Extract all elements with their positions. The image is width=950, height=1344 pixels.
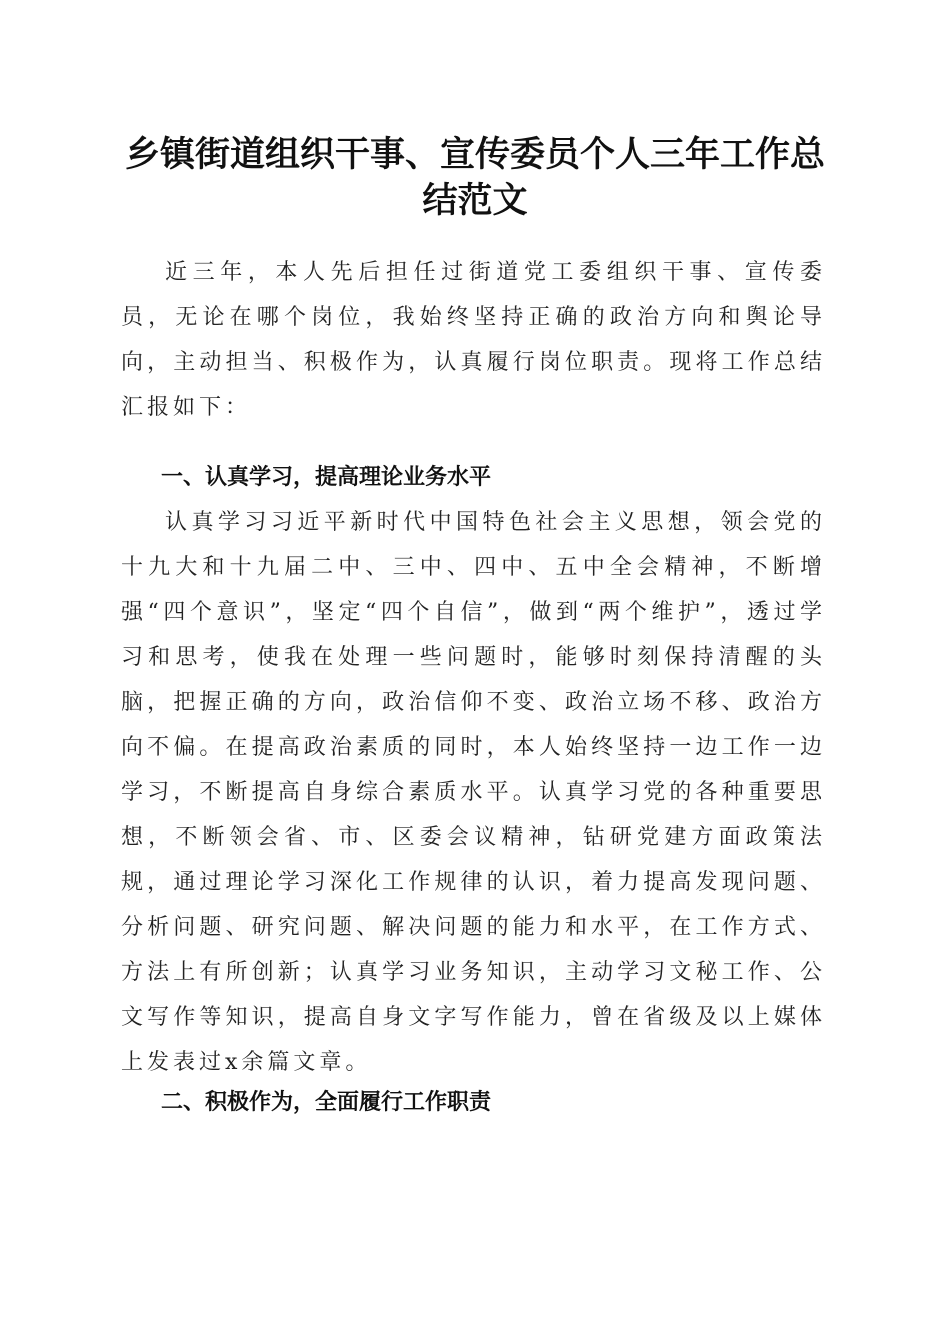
section-2-heading: 二、积极作为，全面履行工作职责	[161, 1090, 492, 1115]
intro-paragraph: 近三年，本人先后担任过街道党工委组织干事、宣传委员，无论在哪个岗位，我始终坚持正确的政治方向和舆论导向，主动担当、积极作为，认真履行岗位职责。现将工作总结汇报如下：	[121, 260, 826, 420]
section-1-heading: 一、认真学习，提高理论业务水平	[161, 465, 492, 490]
document-title: 乡镇街道组织干事、宣传委员个人三年工作总结范文	[124, 134, 825, 221]
section-1-paragraph: 认真学习习近平新时代中国特色社会主义思想，领会党的十九大和十九届二中、三中、四中、五中全会精神，不断增强“四个意识”，坚定“四个自信”，做到“两个维护”，透过学习和思考，使我在处理一些问题时，能够时刻保持清醒的头脑，把握正确的方向，政治信仰不变、政治立场不移、政治方向不偏。在提高政治素质的同时，本人始终坚持一边工作一边学习，不断提高自身综合素质水平。认真学习党的各种重要思想，不断领会省、市、区委会议精神，钻研党建方面政策法规，通过理论学习深化工作规律的认识，着力提高发现问题、分析问题、研究问题、解决问题的能力和水平，在工作方式、方法上有所创新；认真学习业务知识，主动学习文秘工作、公文写作等知识，提高自身文字写作能力，曾在省级及以上媒体上发表过x余篇文章。	[121, 510, 826, 1075]
